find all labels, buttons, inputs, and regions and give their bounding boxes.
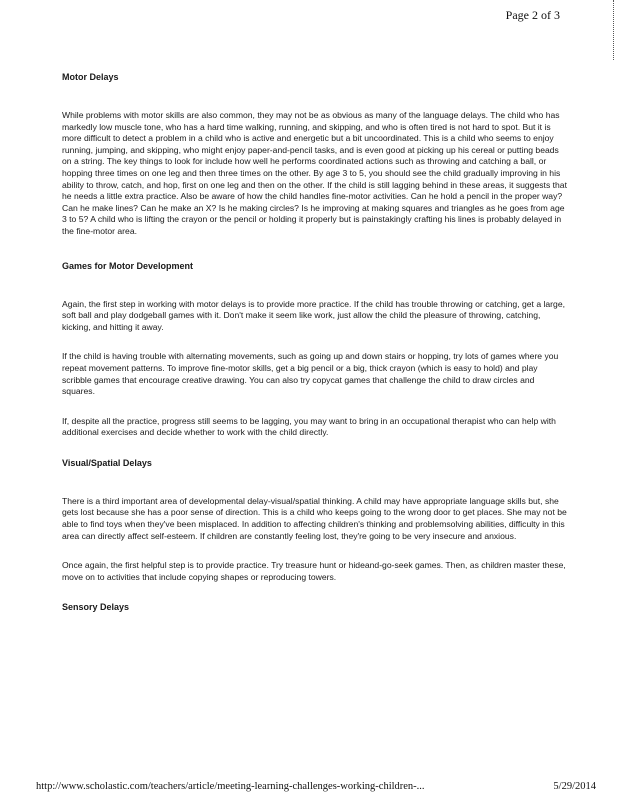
heading-visual-spatial-delays: Visual/Spatial Delays bbox=[62, 457, 152, 468]
footer-date: 5/29/2014 bbox=[553, 781, 596, 792]
heading-sensory-delays: Sensory Delays bbox=[62, 602, 130, 613]
heading-motor-delays: Motor Delays bbox=[62, 72, 119, 82]
paragraph-visual-spatial-2: Once again, the first helpful step is to provide practice. Try treasure hunt or hideand-go-seek games. Then, as children master these, move on to activities that include copying shapes or reproducing towers. bbox=[62, 560, 566, 582]
heading-games-motor-development: Games for Motor Development bbox=[62, 260, 194, 271]
print-footer bbox=[36, 781, 596, 792]
page-number: Page 2 of 3 bbox=[505, 8, 560, 22]
paragraph-motor-delays: While problems with motor skills are also common, they may not be as obvious as many of the language delays. The child who has markedly low muscle tone, who has a hard time walking, running, and skipping, and who is often tired is not hard to spot. But it is more difficult to detect a problem in a child who is active and energetic but a bit uncoordinated. This is a child who seems to enjoy running, jumping, and skipping, who might enjoy paper-and-pencil tasks, and is even good at picking up his cereal or putting beads on a string. The key things to look for include how well he performs coordinated actions such as throwing and catching a ball, or hopping three times on one leg and then three times on the other. By age 3 to 5, you should see the child gradually improving in his ability to throw, catch, and hop, first on one leg and then on the other. If the child is still lagging behind in these areas, it suggests that he needs a little extra practice. Also be aware of how the child handles fine-motor activities. Can he hold a pencil in the proper way? Can he make lines? Can he make an X? Is he making circles? Is he improving at making squares and triangles as he goes from age 3 to 5? A child who is lifting the crayon or the pencil or holding it properly but is painstakingly crafting his lines is probably delayed in the fine-motor area. bbox=[62, 110, 567, 236]
paragraph-games-3: If, despite all the practice, progress still seems to be lagging, you may want to bring in an occupational therapist who can help with additional exercises and decide whether to work with the child directly. bbox=[62, 415, 556, 438]
scan-edge-marks bbox=[605, 0, 614, 60]
footer-url[interactable]: http://www.scholastic.com/teachers/article/meeting-learning-challenges-working-children-... bbox=[36, 781, 425, 792]
paragraph-games-2: If the child is having trouble with alternating movements, such as going up and down stairs or hopping, try lots of games where you repeat movement patterns. To improve fine-motor skills, get a big pencil or a big, thick crayon (which is easy to hold) and play scribble games that encourage creative drawing. You can also try copycat games that challenge the child to draw circles and squares. bbox=[62, 351, 559, 397]
paragraph-games-1: Again, the first step in working with motor delays is to provide more practice. If the child has trouble throwing or catching, get a large, soft ball and play dodgeball games with it. Don't make it seem like work, just allow the child the pleasure of throwing, catching, kicking, and hitting it away. bbox=[62, 298, 565, 332]
paragraph-visual-spatial-1: There is a third important area of developmental delay-visual/spatial thinking. A child may have appropriate language skills but, she gets lost because she has a poor sense of direction. This is a child who keeps going to the wrong door to get places. She may not be able to find toys when they've been misplaced. In addition to affecting children's thinking and problemsolving abilities, difficulty in this area can directly affect self-esteem. If children are constantly feeling lost, they're going to be very insecure and anxious. bbox=[62, 495, 567, 541]
document-body bbox=[62, 60, 567, 613]
